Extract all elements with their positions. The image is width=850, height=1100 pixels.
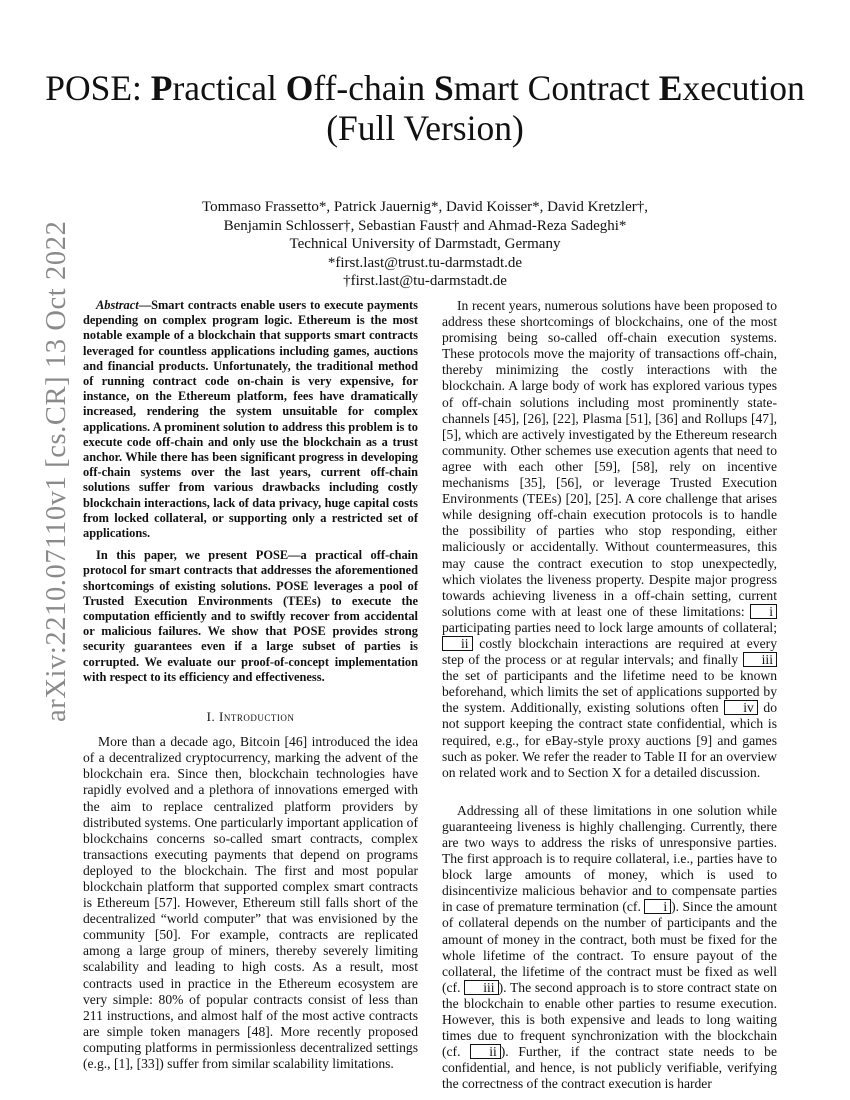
title-part: mart Contract	[453, 68, 659, 108]
author-line-1: Tommaso Frassetto*, Patrick Jauernig*, David Koisser*, David Kretzler†,	[202, 199, 648, 215]
title-part: ractical	[172, 68, 286, 108]
abstract-paragraph-1	[83, 298, 418, 541]
limitation-text-1: participating parties need to lock large amounts of collateral;	[442, 619, 777, 635]
author-block	[0, 198, 850, 291]
abstract	[83, 298, 418, 685]
right-text-2a: Addressing all of these limitations in one solution while guaranteeing liveness is highly challenging. Currently, there are two ways to address the risks of unresponsive parties. The first approach is to require collateral, i.e., parties have to block large amounts of money, which is used to disincentivize malicious behavior and to compensate parties in case of premature termination (cf.	[442, 802, 777, 915]
title-part: ff-chain	[313, 68, 434, 108]
author-line-2: Benjamin Schlosser†, Sebastian Faust† and Ahmad-Reza Sadeghi*	[223, 217, 627, 234]
limitation-text-4: do not support keeping the contract state confidential, which is required, e.g., for eBay-style proxy auctions [9] and games such as poker. We refer the reader to Table II for an overview on related work and to Section X for a detailed discussion.	[442, 700, 778, 780]
limitation-tag-ii: ii	[442, 636, 473, 651]
affiliation: Technical University of Darmstadt, Germany	[289, 236, 561, 252]
intro-body	[83, 734, 418, 1072]
limitation-tag-iii: iii	[743, 652, 777, 667]
right-text-2b: ). Since the amount of collateral depends on the number of participants and the amount of money in the contract, both must be fixed for the whole lifetime of the contract. To ensure payout of the collateral, the lifetime of the contract must be fixed as well (cf.	[442, 899, 777, 995]
right-paragraph-2	[442, 803, 777, 1093]
right-column	[442, 298, 777, 1093]
left-column	[83, 298, 418, 1072]
title-bold-letter: E	[658, 68, 683, 108]
title-part: POSE:	[45, 68, 151, 108]
title-subtitle: (Full Version)	[326, 108, 524, 148]
title-bold-letter: S	[434, 68, 454, 108]
title-bold-letter: O	[285, 68, 314, 108]
ref-tag-ii: ii	[470, 1044, 501, 1059]
arxiv-id-text: arXiv:2210.07110v1 [cs.CR] 13 Oct 2022	[41, 220, 72, 722]
email-line-2: †first.last@tu-darmstadt.de	[343, 273, 507, 289]
section-heading-introduction: I. Introduction	[206, 709, 295, 725]
limitation-text-3: the set of participants and the lifetime need to be known beforehand, which limits the set of applications supported by the system. Additionally, existing solutions often	[442, 668, 777, 716]
right-text-1: In recent years, numerous solutions have been proposed to address these shortcomings of blockchains, one of the most promising being so-called off-chain execution systems. These protocols move the majority of transactions off-chain, thereby minimizing the costly interactions with the blockchain. A large body of work has explored various types of off-chain solutions including most prominently state-channels [45], [26], [22], Plasma [51], [36] and Rollups [47], [5], which are actively investigated by the Ethereum research community. Other schemes use execution agents that need to agree with each other [59], [58], rely on incentive mechanisms [35], [56], or leverage Trusted Execution Environments (TEEs) [20], [25]. A core challenge that arises while designing off-chain execution protocols is to handle the possibility of parties who stop responding, either maliciously or accidentally. Without countermeasures, this may cause the contract execution to stop unexpectedly, which violates the liveness property. Despite major progress towards achieving liveness in a off-chain setting, current solutions come with at least one of these limitations:	[442, 298, 777, 619]
abstract-text-1: —Smart contracts enable users to execute payments depending on complex program logic. Ethereum is the most notable example of a blockchain that supports smart contracts leveraged for countless applications including games, auctions and financial products. Unfortunately, the traditional method of running contract code on-chain is very expensive, for instance, on the Ethereum platform, fees have dramatically increased, rendering the system unsuitable for complex applications. A prominent solution to address this problem is to execute code off-chain and only use the blockchain as a trust anchor. While there has been significant progress in developing off-chain systems over the last years, current off-chain solutions suffer from various drawbacks including costly blockchain interactions, lack of data privacy, huge capital costs from locked collateral, or supporting only a restricted set of applications.	[83, 298, 418, 541]
abstract-label: Abstract	[96, 298, 139, 312]
abstract-paragraph-2: In this paper, we present POSE—a practical off-chain protocol for smart contracts that addresses the aforementioned shortcomings of existing solutions. POSE leverages a pool of Trusted Execution Environments (TEEs) to execute the computation efficiently and to swiftly recover from accidental or malicious failures. We show that POSE provides strong security guarantees even if a large subset of parties is corrupted. We evaluate our proof-of-concept implementation with respect to its efficiency and effectiveness.	[83, 548, 418, 684]
title-bold-letter: P	[150, 68, 173, 108]
email-line-1: *first.last@trust.tu-darmstadt.de	[327, 254, 523, 271]
limitation-text-2: costly blockchain interactions are required at every step of the process or at regular intervals; and finally	[442, 635, 777, 668]
limitation-tag-i: i	[750, 604, 777, 619]
title-part: xecution	[682, 68, 805, 108]
right-text-2d: ). Further, if the contract state needs to be confidential, and hence, is not publicly verifiable, verifying the correctness of the contract execution is harder	[442, 1044, 778, 1092]
paper-title	[0, 68, 850, 148]
limitation-tag-iv: iv	[724, 700, 758, 715]
arxiv-sidebar-id	[41, 220, 72, 722]
right-paragraph-1	[442, 298, 777, 781]
right-text-2c: ). The second approach is to store contract state on the blockchain to enable other parties to resume execution. However, this is both expensive and leads to long waiting times due to frequent synchronization with the blockchain (cf.	[442, 979, 777, 1060]
ref-tag-i: i	[644, 899, 671, 914]
intro-paragraph-1: More than a decade ago, Bitcoin [46] introduced the idea of a decentralized cryptocurrency, marking the advent of the blockchain era. Since then, blockchain technologies have rapidly evolved and a plethora of innovations emerged with the aim to replace centralized platform providers by distributed systems. One particularly important application of blockchains concerns so-called smart contracts, complex transactions executing payments that depend on programs deployed to the blockchain. The first and most popular blockchain platform that supported complex smart contracts is Ethereum [57]. However, Ethereum still falls short of the decentralized “world computer” that was envisioned by the community [50]. For example, contracts are replicated among a large group of miners, thereby severely limiting scalability and leading to high costs. As a result, most contracts used in practice in the Ethereum ecosystem are very simple: 80% of popular contracts consist of less than 211 instructions, and almost half of the most active contracts are simple token managers [48]. More recently proposed computing platforms in permissionless decentralized settings (e.g., [1], [33]) suffer from similar scalability limitations.	[83, 734, 418, 1072]
ref-tag-iii: iii	[464, 980, 498, 995]
